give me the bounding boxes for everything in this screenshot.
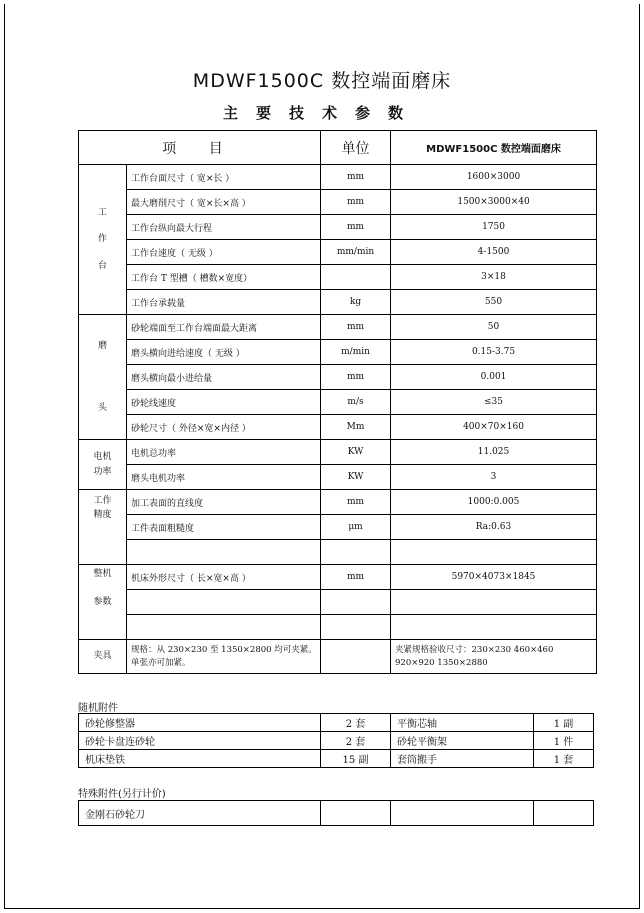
table-row-empty [79,615,597,640]
row-unit: m/s [321,390,391,415]
row-item: 磨头电机功率 [127,465,321,490]
row-value: 50 [391,315,597,340]
header-unit: 单位 [321,131,391,165]
row-item: 工作台承载量 [127,290,321,315]
row-value: ≤35 [391,390,597,415]
row-unit: kg [321,290,391,315]
row-unit: Mm [321,415,391,440]
group-fixture: 夹具 [79,640,127,674]
row-item: 最大磨削尺寸（ 宽×长×高 ） [127,190,321,215]
table-row [79,190,597,215]
header-model: MDWF1500C 数控端面磨床 [391,131,597,165]
row-item: 机床外形尺寸（ 长×宽×高 ） [127,565,321,590]
row-item: 工作台面尺寸（ 宽×长 ） [127,165,321,190]
header-item: 项 目 [79,131,321,165]
row-value: 400×70×160 [391,415,597,440]
table-row [79,290,597,315]
row-item: 磨头横向进给速度（ 无级 ） [127,340,321,365]
row-value: 5970×4073×1845 [391,565,597,590]
group-machine-params: 整机 参数 [79,565,127,640]
row-item: 砂轮线速度 [127,390,321,415]
table-row [79,465,597,490]
table-row [79,440,597,465]
table-row [79,165,597,190]
row-unit [321,265,391,290]
document-subtitle: 主要技术参数 [222,104,421,122]
row-item: 电机总功率 [127,440,321,465]
row-item: 工作台 T 型槽（ 槽数×宽度） [127,265,321,290]
row-unit: mm/min [321,240,391,265]
spec-table-header [79,131,597,165]
group-grinding-head: 磨 头 [79,315,127,440]
row-value: 3×18 [391,265,597,290]
special-accessories-label: 特殊附件(另行计价) [78,789,166,800]
table-row: 机床垫铁 15 副 套筒搬手 1 套 [79,750,594,768]
row-value: 11.025 [391,440,597,465]
row-item: 砂轮端面至工作台端面最大距离 [127,315,321,340]
row-unit: KW [321,440,391,465]
table-row [79,340,597,365]
row-item: 工作台速度（ 无级 ） [127,240,321,265]
table-row-fixture [79,640,597,674]
special-accessories-table [78,800,594,826]
row-item: 加工表面的直线度 [127,490,321,515]
row-unit: mm [321,190,391,215]
row-unit: mm [321,365,391,390]
row-unit: mm [321,490,391,515]
spec-table [78,130,597,674]
row-value: 1000:0.005 [391,490,597,515]
row-value: 550 [391,290,597,315]
table-row: 金刚石砂轮刀 [79,801,594,826]
fixture-spec: 规格：从 230×230 至 1350×2800 均可夹紧。 单张亦可加紧。 [127,640,321,674]
table-row [79,390,597,415]
row-unit: μm [321,515,391,540]
row-item: 磨头横向最小进给量 [127,365,321,390]
table-row [79,215,597,240]
group-worktable: 工 作 台 [79,165,127,315]
table-row [79,365,597,390]
document-title: MDWF1500C 数控端面磨床 [192,70,452,92]
table-row [79,565,597,590]
table-row [79,515,597,540]
table-row-empty [79,590,597,615]
row-unit: KW [321,465,391,490]
row-unit: mm [321,315,391,340]
row-unit: m/min [321,340,391,365]
row-unit: mm [321,165,391,190]
row-unit: mm [321,565,391,590]
table-row [79,415,597,440]
row-unit: mm [321,215,391,240]
table-row: 砂轮修整器 2 套 平衡芯轴 1 副 [79,714,594,732]
row-value: 1600×3000 [391,165,597,190]
table-row [79,265,597,290]
accessories-table [78,713,594,768]
accessories-label: 随机附件 [78,703,118,714]
table-row [79,490,597,515]
fixture-acceptance: 夹紧规格验收尺寸：230×230 460×460 920×920 1350×2880 [391,640,597,674]
row-item: 工作台纵向最大行程 [127,215,321,240]
table-row [79,315,597,340]
row-value: 3 [391,465,597,490]
row-item: 砂轮尺寸（ 外径×宽×内径 ） [127,415,321,440]
group-precision: 工作 精度 [79,490,127,565]
row-value: 4-1500 [391,240,597,265]
row-value: 0.001 [391,365,597,390]
row-value: 1750 [391,215,597,240]
row-item: 工件表面粗糙度 [127,515,321,540]
table-row: 砂轮卡盘连砂轮 2 套 砂轮平衡架 1 件 [79,732,594,750]
table-row-empty [79,540,597,565]
row-value: 1500×3000×40 [391,190,597,215]
table-row [79,240,597,265]
row-value: 0.15-3.75 [391,340,597,365]
row-value: Ra:0.63 [391,515,597,540]
group-motor-power: 电机 功率 [79,440,127,490]
